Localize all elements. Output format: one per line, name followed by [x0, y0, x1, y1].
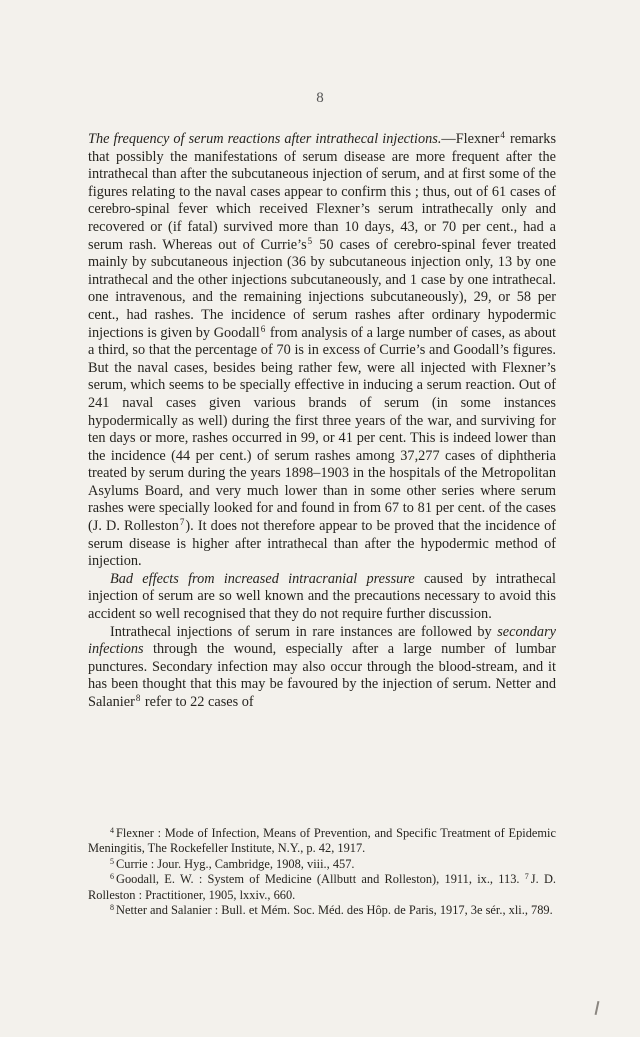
- paragraph-text: —Flexner: [441, 131, 500, 147]
- footnote-ref-7[interactable]: 7: [179, 517, 185, 528]
- footnote-ref-6[interactable]: 6: [260, 323, 266, 334]
- footnote-number: 4: [110, 826, 114, 835]
- footnote-ref-4[interactable]: 4: [500, 130, 505, 140]
- footnote-6-7: [88, 872, 556, 903]
- paragraph-text: remarks that possibly the manifestations of serum disease are more frequent after the intrathecal than after the subcutaneous injection of serum, and at first some of the figures relating to the naval cases appear to confirm this ; thus, out of 61 cases of cerebro-spinal fever which received Flexner’s serum intrathecally only and recovered or (if fatal) survived more than 10 days, 43, or 70 per cent., had a serum rash. Whereas out of Currie’s: [88, 131, 557, 253]
- footnote-text: J. D. Rolleston : Practitioner, 1905, lxxiv., 660.: [88, 872, 556, 902]
- paragraph-text: through the wound, especially after a large number of lumbar punctures. Secondary infection may also occur through the blood-stream, and it has been thought that this may be favoured by the injection of serum. Netter and Salanier: [88, 641, 556, 710]
- page-mark: [595, 1001, 600, 1015]
- footnote-8: [88, 903, 556, 918]
- footnote-number: 8: [110, 903, 114, 913]
- page-number: 8: [316, 90, 324, 106]
- footnote-text: Netter and Salanier : Bull. et Mém. Soc. Méd. des Hôp. de Paris, 1917, 3e sér., xli., 789.: [116, 903, 553, 918]
- footnote-ref-8[interactable]: 8: [135, 693, 141, 703]
- footnote-4: [88, 826, 556, 857]
- footnote-text: Goodall, E. W. : System of Medicine (Allbutt and Rolleston), 1911, ix., 113.: [116, 872, 520, 887]
- section-heading-frequency: The frequency of serum reactions after intrathecal injections.: [88, 131, 442, 147]
- section-heading-intracranial: Bad effects from increased intracranial pressure: [110, 570, 415, 587]
- footnote-5: [88, 857, 556, 872]
- footnote-text: Currie : Jour. Hyg., Cambridge, 1908, viii., 457.: [116, 856, 355, 871]
- footnotes: [88, 826, 556, 918]
- body-text: [88, 131, 556, 712]
- footnote-number: 6: [110, 872, 114, 882]
- footnote-number: 7: [524, 872, 529, 882]
- emphasis-secondary-infections: secondary infections: [88, 623, 556, 658]
- paragraph-text: refer to 22 cases of: [141, 694, 254, 710]
- footnote-ref-5[interactable]: 5: [307, 235, 313, 246]
- paragraph-serum-reaction-frequency: [88, 131, 556, 571]
- footnote-number: 5: [110, 856, 114, 866]
- paragraph-text: Intrathecal injections of serum in rare instances are followed by: [110, 623, 498, 640]
- footnote-text: Flexner : Mode of Infection, Means of Prevention, and Specific Treatment of Epidemic Meningitis, The Rockefeller Institute, N.Y., p. 42, 1917.: [88, 826, 556, 856]
- paragraph-secondary-infections: [88, 624, 556, 712]
- paragraph-text: ). It does not therefore appear to be proved that the incidence of serum disease is higher after intrathecal than after the hypodermic method of injection.: [88, 518, 556, 570]
- paragraph-intracranial-pressure: [88, 571, 556, 624]
- paragraph-text: from analysis of a large number of cases, as about a third, so that the percentage of 70 is in excess of Currie’s and Goodall’s figures. But the naval cases, besides being rather few, were all injected with Flexner’s serum, which seems to be specially effective in inducing a serum reaction. Out of 241 naval cases given various brands of serum (in some instances hypodermically as well) during the first three years of the war, and surviving for ten days or more, rashes occurred in 99, or 41 per cent. This is indeed lower than the incidence (44 per cent.) of serum rashes among 37,277 cases of diphtheria treated by serum during the years 1898–1903 in the hospitals of the Metropolitan Asylums Board, and very much lower than in some other series where serum rashes were specially looked for and found in from 67 to 81 per cent. of the cases (J. D. Rolleston: [88, 324, 557, 535]
- paragraph-text: 50 cases of cerebro-spinal fever treated mainly by subcutaneous injection (36 by subcutaneous injection only, 13 by one intrathecal and the other injections subcutaneously, and 1 case by one intrathecal. one intravenous, and the remaining injections subcutaneously), 29, or 58 per cent., had rashes. The incidence of serum rashes after ordinary hypodermic injections is given by Goodall: [88, 236, 556, 341]
- paragraph-text: caused by intrathecal injection of serum are so well known and the precautions necessary to avoid this accident so well recognised that they do not require further discussion.: [88, 570, 557, 623]
